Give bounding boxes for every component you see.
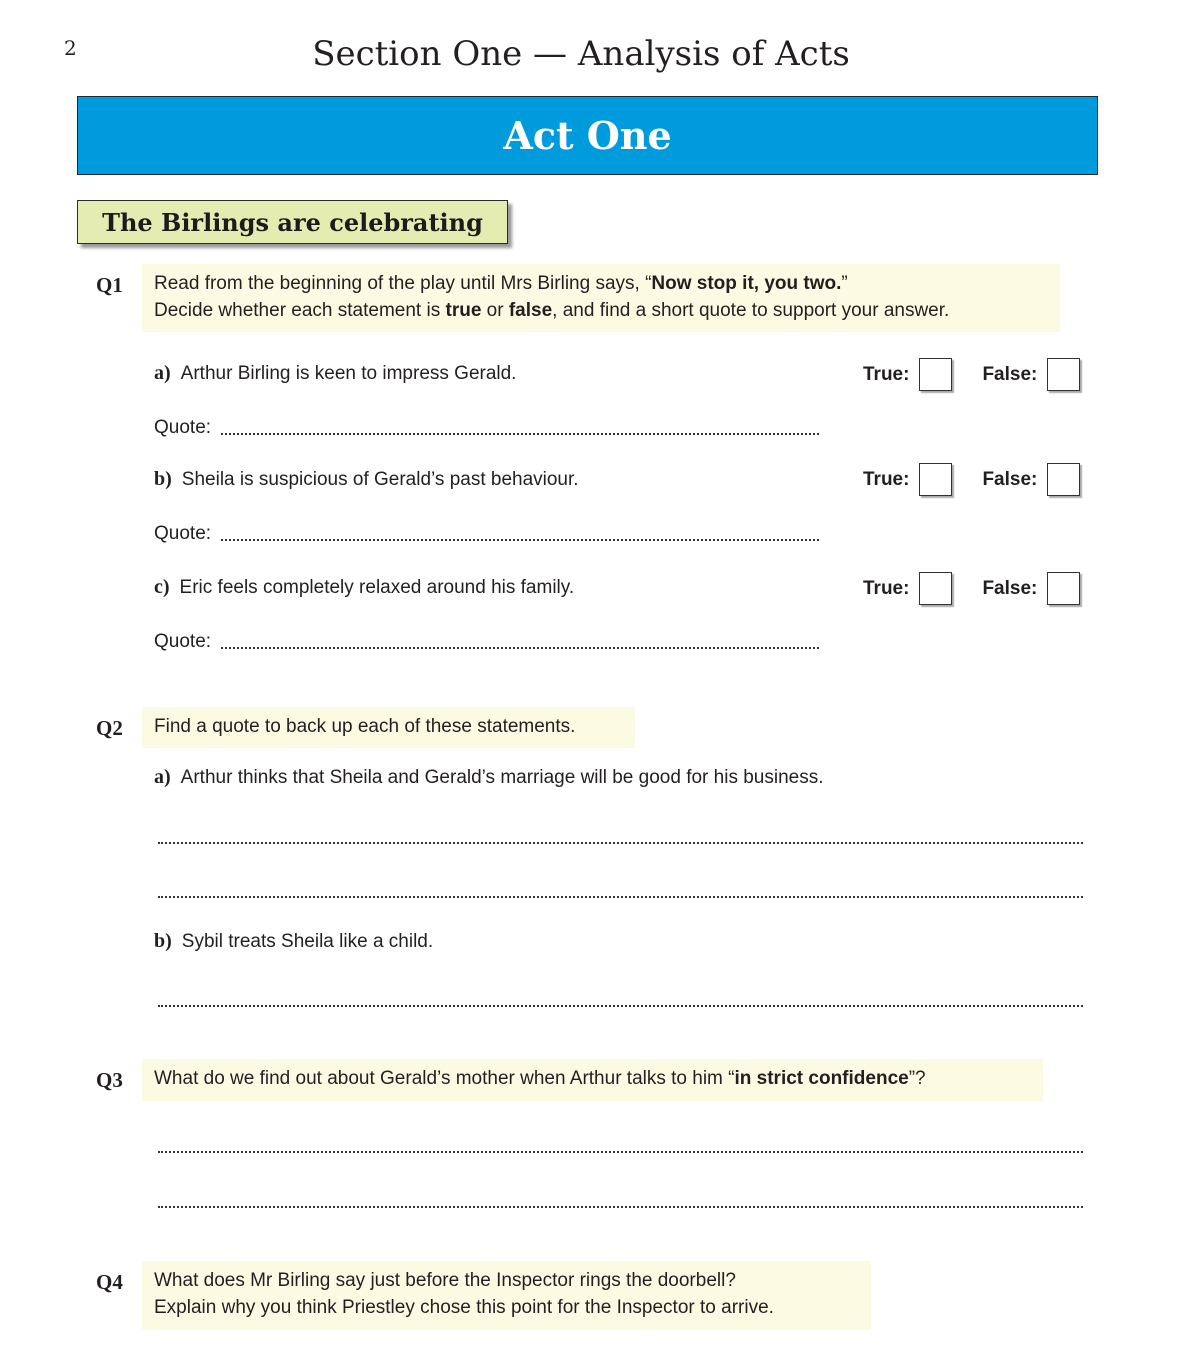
q1-c-false-checkbox[interactable] (1047, 572, 1080, 605)
q3-answer-line-2[interactable] (158, 1206, 1083, 1208)
question-prompt-q1 (142, 264, 1060, 332)
quote-label: Quote: (154, 417, 212, 438)
q3-text-pre: What do we find out about Gerald’s mother when Arthur talks to him “ (154, 1068, 735, 1089)
q4-line-1: What does Mr Birling say just before the Inspector rings the doorbell? (154, 1270, 736, 1291)
q2-item-b (154, 930, 433, 953)
item-text: Arthur Birling is keen to impress Gerald. (180, 363, 517, 384)
q1-line1-post: ” (841, 273, 848, 294)
quote-label: Quote: (154, 631, 212, 652)
q3-text-post: ”? (908, 1068, 926, 1089)
q1-a-true-checkbox[interactable] (919, 358, 952, 391)
q1-c-true-checkbox[interactable] (919, 572, 952, 605)
q3-answer-line-1[interactable] (158, 1151, 1083, 1153)
q1-line1-bold: Now stop it, you two. (651, 273, 842, 294)
q1-a-quote-answer-field[interactable] (221, 432, 819, 435)
item-text: Arthur thinks that Sheila and Gerald’s marriage will be good for his business. (180, 767, 824, 788)
act-title: Act One (503, 113, 672, 158)
question-prompt-q2: Find a quote to back up each of these statements. (142, 707, 635, 748)
q1-a-true-false (863, 358, 1080, 391)
q1-line2-pre: Decide whether each statement is (154, 300, 446, 321)
item-letter: a) (154, 362, 171, 384)
q1-line-2 (154, 297, 1048, 324)
item-letter: c) (154, 576, 170, 598)
item-letter: b) (154, 930, 172, 952)
true-label: True: (863, 577, 910, 599)
quote-label: Quote: (154, 523, 212, 544)
item-letter: a) (154, 766, 171, 788)
q1-item-c (154, 576, 574, 599)
q4-line-2: Explain why you think Priestley chose this point for the Inspector to arrive. (154, 1297, 774, 1318)
false-label: False: (982, 468, 1038, 490)
item-text: Sybil treats Sheila like a child. (181, 931, 434, 952)
question-prompt-q4 (142, 1261, 871, 1330)
q1-c-true-false (863, 572, 1080, 605)
q2-a-answer-line-1[interactable] (158, 842, 1083, 844)
act-banner (77, 96, 1098, 175)
question-prompt-q3 (142, 1059, 1043, 1101)
sub-heading (77, 200, 508, 244)
question-number-q2: Q2 (96, 716, 123, 740)
q2-a-answer-line-2[interactable] (158, 896, 1083, 898)
q1-b-quote-line (154, 523, 819, 545)
sub-heading-text: The Birlings are celebrating (102, 207, 483, 237)
q1-item-a (154, 362, 516, 385)
q2-b-answer-line-1[interactable] (158, 1005, 1083, 1007)
q1-line1-pre: Read from the beginning of the play until Mrs Birling says, “ (154, 273, 652, 294)
q1-line2-mid: or (481, 300, 509, 321)
q1-b-quote-answer-field[interactable] (221, 538, 819, 541)
question-number-q4: Q4 (96, 1270, 123, 1294)
q1-b-true-checkbox[interactable] (919, 463, 952, 496)
q1-c-quote-answer-field[interactable] (221, 646, 819, 649)
q1-a-false-checkbox[interactable] (1047, 358, 1080, 391)
q1-line2-bold-true: true (445, 300, 482, 321)
item-text: Eric feels completely relaxed around his family. (179, 577, 575, 598)
section-title: Section One — Analysis of Acts (312, 34, 850, 74)
q2-item-a (154, 766, 824, 789)
question-number-q3: Q3 (96, 1068, 123, 1092)
false-label: False: (982, 363, 1038, 385)
page-number: 2 (64, 36, 77, 60)
question-number-q1: Q1 (96, 273, 123, 297)
q1-a-quote-line (154, 417, 819, 439)
q1-b-true-false (863, 463, 1080, 496)
q1-line2-post: , and find a short quote to support your answer. (552, 300, 950, 321)
true-label: True: (863, 468, 910, 490)
q1-line2-bold-false: false (508, 300, 553, 321)
q1-c-quote-line (154, 631, 819, 653)
q3-text-bold: in strict confidence (734, 1068, 909, 1089)
true-label: True: (863, 363, 910, 385)
q1-line-1 (154, 270, 1048, 297)
item-letter: b) (154, 468, 172, 490)
false-label: False: (982, 577, 1038, 599)
q1-item-b (154, 468, 579, 491)
q1-b-false-checkbox[interactable] (1047, 463, 1080, 496)
item-text: Sheila is suspicious of Gerald’s past behaviour. (181, 469, 579, 490)
